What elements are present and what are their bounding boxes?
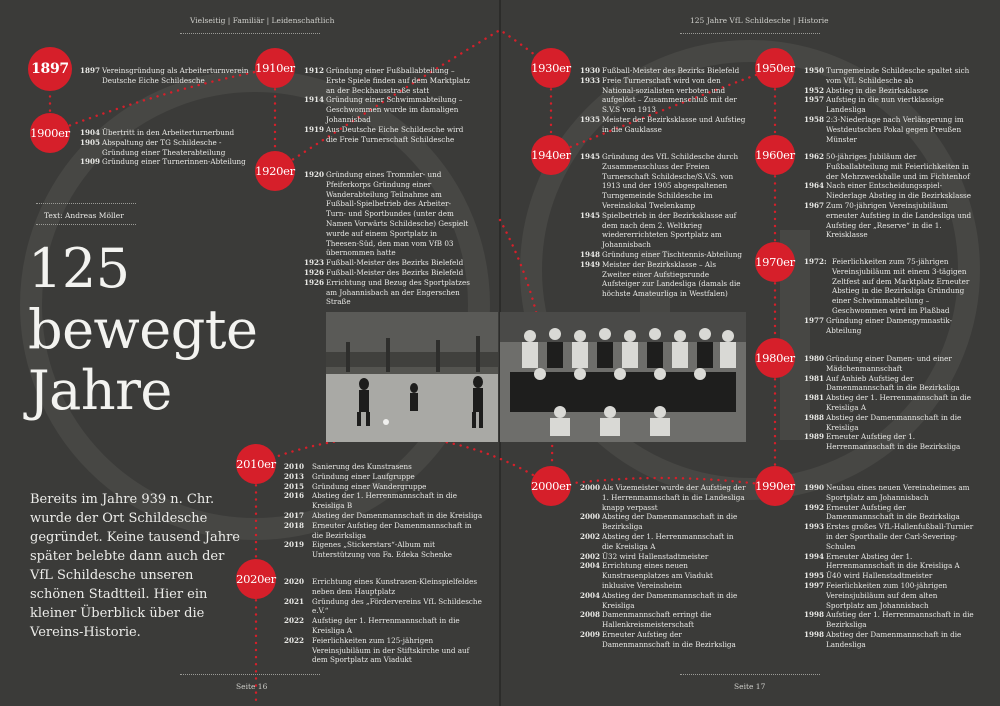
decade-marker-1910s: 1910er <box>255 48 295 88</box>
timeline-entry <box>580 532 746 552</box>
entry-year: 2004 <box>580 590 601 600</box>
timeline-block-1930s <box>580 66 746 135</box>
entry-year: 2004 <box>580 561 601 571</box>
entry-text: Aufstieg der 1. Herrenmannschaft in die Bezirksliga <box>826 610 974 630</box>
timeline-entry <box>580 552 746 562</box>
entry-text: 50-jähriges Jubiläum der Fußballabteilung mit Feierlichkeiten in der Mehrzweckhalle und im Fichtenhof <box>826 152 970 181</box>
entry-text: Spielbetrieb in der Bezirksklasse auf dem nach dem 2. Weltkrieg wiedererrichteten Sportplatz am Johannisbach <box>602 210 737 250</box>
entry-text: Abstieg der 1. Herrenmannschaft in die Kreisliga A <box>826 393 971 412</box>
entry-text: Abstieg in die Bezirksklasse <box>826 85 929 95</box>
timeline-entry <box>580 610 746 630</box>
title-line-3: Jahre <box>28 359 172 422</box>
entry-year: 2016 <box>284 491 305 501</box>
timeline-entry <box>304 170 470 258</box>
timeline-block-1990s <box>804 483 976 650</box>
title-line-1: 125 <box>28 237 130 300</box>
entry-text: Erneuter Abstieg der 1. Herrenmannschaft in die Kreisliga A <box>826 551 960 571</box>
timeline-entry <box>804 393 976 413</box>
entry-text: Gründung einer Turnerinnen-Abteilung <box>102 157 246 167</box>
entry-year: 1962 <box>804 152 825 161</box>
timeline-block-2020s <box>284 577 484 665</box>
timeline-block-1980s <box>804 354 976 452</box>
timeline-block-1950s <box>804 66 976 144</box>
entry-year: 1998 <box>804 610 825 620</box>
decade-marker-1920s: 1920er <box>255 151 295 191</box>
entry-year: 1912 <box>304 66 325 75</box>
timeline-entry <box>804 413 976 433</box>
entry-year: 1945 <box>580 210 601 220</box>
header-rule-left <box>180 33 320 34</box>
entry-text: Zum 70-jährigen Vereinsjubiläum erneuter Aufstieg in die Landesliga und Aufstieg der „Reserve“ in die 1. Kreisklasse <box>826 200 972 240</box>
entry-year: 1972: <box>804 257 827 266</box>
entry-year: 1952 <box>804 85 825 95</box>
entry-text: Errichtung eines neuen Kunstrasenplatzes am Viadukt inklusive Vereinsheim <box>602 561 713 590</box>
decade-marker-2020s: 2020er <box>236 559 276 599</box>
decade-marker-1940s: 1940er <box>531 135 571 175</box>
decade-marker-1980s: 1980er <box>755 338 795 378</box>
entry-text: Abstieg der Damenmannschaft in die Landesliga <box>826 629 962 649</box>
entry-text: Feierlichkeiten zum 125-jährigen Vereinsjubiläum in der Stiftskirche und auf dem Sportplatz am Viadukt <box>312 635 470 665</box>
timeline-entry <box>804 95 976 115</box>
entry-year: 1989 <box>804 432 825 442</box>
entry-year: 1933 <box>580 75 601 85</box>
timeline-block-1900s <box>80 128 250 167</box>
entry-year: 1914 <box>304 95 325 105</box>
timeline-entry <box>284 636 484 665</box>
timeline-entry <box>580 591 746 611</box>
decade-marker-1897: 1897 <box>28 47 72 91</box>
entry-text: Gründung einer Fußballabteilung – Erste Spiele finden auf dem Marktplatz an der Beckhausstraße statt <box>326 66 470 95</box>
timeline-entry <box>304 258 470 268</box>
entry-year: 1923 <box>304 258 325 268</box>
entry-text: Errichtung und Bezug des Sportplatzes am Johannisbach an der Engerschen Straße <box>326 277 470 307</box>
entry-text: Meister der Bezirksklasse – Als Zweiter einer Aufstiegsrunde Aufsteiger zur Landesliga (damals die höchste Amateurliga in Westfalen) <box>602 259 741 299</box>
timeline-entry <box>804 66 976 86</box>
entry-text: Ü32 wird Hallenstadtmeister <box>602 551 709 561</box>
entry-year: 1990 <box>804 483 825 492</box>
timeline-block-2010s <box>284 462 484 560</box>
entry-text: Fußball-Meister des Bezirks Bielefeld <box>602 66 740 75</box>
entry-year: 1935 <box>580 114 601 124</box>
timeline-entry <box>804 152 976 181</box>
title-line-2: bewegte <box>28 298 258 361</box>
timeline-entry <box>304 268 470 278</box>
entry-year: 1981 <box>804 393 825 403</box>
timeline-entry <box>804 630 976 650</box>
timeline-entry <box>580 561 746 590</box>
entry-text: Abstieg der 1. Herrenmannschaft in die Kreisliga A <box>602 531 734 551</box>
entry-year: 1926 <box>304 267 325 277</box>
timeline-entry <box>804 581 976 610</box>
entry-year: 1988 <box>804 412 825 422</box>
timeline-entry <box>580 260 746 299</box>
timeline-entry <box>304 278 470 307</box>
entry-text: 2:3-Niederlage nach Verlängerung im Westdeutschen Pokal gegen Preußen Münster <box>826 114 964 144</box>
entry-text: Abstieg der Damenmannschaft in die Bezirksliga <box>602 512 738 532</box>
timeline-entry <box>804 432 976 452</box>
timeline-entry <box>804 610 976 630</box>
entry-year: 1958 <box>804 114 825 124</box>
entry-text: Erneuter Aufstieg der Damenmannschaft in die Bezirksliga <box>602 629 736 649</box>
entry-year: 2008 <box>580 610 601 620</box>
entry-text: Aufstieg in die nun viertklassige Landesliga <box>826 95 944 115</box>
entry-year: 1992 <box>804 502 825 512</box>
timeline-entry <box>580 76 746 115</box>
entry-text: Fußball-Meister des Bezirks Bielefeld <box>326 258 464 268</box>
entry-year: 1948 <box>580 249 601 259</box>
entry-text: Gründung einer Damen- und einer Mädchenmannschaft <box>826 354 952 373</box>
timeline-entry <box>284 472 484 482</box>
entry-text: Damenmannschaft erringt die Hallenkreismeisterschaft <box>602 610 712 630</box>
timeline-entry <box>284 521 484 541</box>
timeline-entry <box>804 86 976 96</box>
timeline-entry <box>580 483 746 512</box>
page-title <box>28 238 308 421</box>
entry-text: Nach einer Entscheidungsspiel-Niederlage Abstieg in die Bezirksklasse <box>826 181 971 201</box>
entry-text: Meister der Bezirksklasse und Aufstieg in die Gauklasse <box>602 114 746 134</box>
entry-text: Auf Anhieb Aufstieg der Damenmannschaft in die Bezirksliga <box>826 373 960 393</box>
decade-marker-2000s: 2000er <box>531 466 571 506</box>
timeline-entry <box>304 125 470 145</box>
entry-text: Gründung einer Tischtennis-Abteilung <box>602 249 742 259</box>
entry-text: Abstieg der 1. Herrenmannschaft in die Kreisliga B <box>312 491 457 511</box>
entry-text: Abstieg der Damenmannschaft in die Kreisliga <box>602 590 738 610</box>
timeline-block-1897 <box>80 66 250 86</box>
entry-text: Eigenes „Stickerstars“-Album mit Unterstützung von Fa. Edeka Schenke <box>312 540 453 560</box>
entry-year: 2015 <box>284 481 305 491</box>
entry-year: 2000 <box>580 483 601 492</box>
page-number-right: Seite 17 <box>734 682 766 691</box>
decade-marker-2010s: 2010er <box>236 444 276 484</box>
timeline-entry <box>284 616 484 636</box>
entry-year: 2020 <box>284 577 305 586</box>
entry-text: Erstes großes VfL-Hallenfußball-Turnier in der Sporthalle der Carl-Severing-Schulen <box>826 522 974 551</box>
entry-text: Erneuter Aufstieg der Damenmannschaft in die Bezirksliga <box>826 502 960 522</box>
timeline-entry <box>580 211 746 250</box>
entry-year: 1994 <box>804 551 825 561</box>
entry-text: Vereinsgründung als Arbeiterturnverein Deutsche Eiche Schildesche <box>102 66 249 85</box>
header-rule-right <box>680 33 820 34</box>
timeline-entry <box>804 201 976 240</box>
entry-year: 1977 <box>804 315 825 325</box>
entry-year: 1904 <box>80 128 101 137</box>
timeline-entry <box>804 522 976 551</box>
author-rule <box>36 224 136 225</box>
entry-year: 1957 <box>804 95 825 105</box>
entry-year: 1919 <box>304 124 325 134</box>
timeline-entry <box>284 462 484 472</box>
entry-text: Erneuter Aufstieg der 1. Herrenmannschaft in die Bezirksliga <box>826 432 961 452</box>
author-credit: Text: Andreas Möller <box>44 211 124 220</box>
timeline-entry <box>804 257 976 316</box>
timeline-entry <box>80 138 250 158</box>
entry-year: 1981 <box>804 373 825 383</box>
entry-year: 1998 <box>804 629 825 639</box>
timeline-entry <box>804 115 976 144</box>
timeline-entry <box>804 354 976 374</box>
entry-text: Feierlichkeiten zum 100-jährigen Vereinsjubiläum auf dem alten Sportplatz am Johannisbach <box>826 580 948 610</box>
historic-photo-team <box>500 312 746 442</box>
timeline-entry <box>80 128 250 138</box>
timeline-entry <box>804 316 976 336</box>
entry-text: Gründung einer Schwimmabteilung – Geschwommen wurde im damaligen Johannisbad <box>326 95 463 124</box>
author-rule <box>36 203 136 204</box>
page-number-left: Seite 16 <box>236 682 268 691</box>
entry-year: 2018 <box>284 520 305 530</box>
timeline-block-1910s <box>304 66 470 144</box>
entry-text: Neubau eines neuen Vereinsheimes am Sportplatz am Johannisbach <box>826 483 970 502</box>
footer-rule-left <box>180 674 320 675</box>
entry-year: 2009 <box>580 629 601 639</box>
entry-text: Errichtung eines Kunstrasen-Kleinspielfeldes neben dem Hauptplatz <box>312 577 478 596</box>
entry-year: 1920 <box>304 170 325 179</box>
entry-year: 2002 <box>580 551 601 561</box>
timeline-entry <box>804 483 976 503</box>
timeline-entry <box>804 571 976 581</box>
entry-year: 1997 <box>804 580 825 590</box>
entry-year: 1993 <box>804 522 825 532</box>
decade-marker-1960s: 1960er <box>755 135 795 175</box>
entry-year: 1909 <box>80 157 101 167</box>
entry-text: Gründung des „Fördervereins VfL Schildesche e.V.“ <box>312 596 482 616</box>
decade-marker-1950s: 1950er <box>755 48 795 88</box>
entry-year: 1930 <box>580 66 601 75</box>
entry-year: 2013 <box>284 471 305 481</box>
timeline-entry <box>580 152 746 211</box>
entry-year: 2021 <box>284 596 305 606</box>
entry-text: Gründung des VfL Schildesche durch Zusammenschluss der Freien Turnerschaft Schildesche/S.V.S. von 1913 und der 1905 abgespaltenen Turngemeinde Schildesche im Vereinslokal Twelenkamp <box>602 152 739 210</box>
timeline-block-1960s <box>804 152 976 240</box>
entry-year: 1967 <box>804 200 825 210</box>
entry-text: Fußball-Meister des Bezirks Bielefeld <box>326 267 464 277</box>
timeline-entry <box>284 577 484 597</box>
entry-year: 2002 <box>580 531 601 541</box>
timeline-block-1940s <box>580 152 746 299</box>
entry-year: 2017 <box>284 510 305 520</box>
entry-year: 2000 <box>580 512 601 522</box>
entry-year: 1995 <box>804 571 825 581</box>
timeline-entry <box>304 66 470 95</box>
historic-photo-match <box>326 312 498 442</box>
entry-year: 1945 <box>580 152 601 161</box>
decade-marker-1990s: 1990er <box>755 466 795 506</box>
entry-text: Erneuter Aufstieg der Damenmannschaft in die Bezirksliga <box>312 520 472 540</box>
entry-text: Gründung einer Wandergruppe <box>312 481 427 491</box>
timeline-block-2000s <box>580 483 746 650</box>
entry-text: Übertritt in den Arbeiterturnerbund <box>102 128 235 137</box>
footer-rule-right <box>680 674 820 675</box>
entry-text: Abstieg der Damenmannschaft in die Kreisliga <box>312 510 483 520</box>
entry-year: 2022 <box>284 635 305 645</box>
timeline-entry <box>284 597 484 617</box>
timeline-entry <box>804 374 976 394</box>
entry-text: Freie Turnerschaft wird von den National-sozialisten verboten und aufgelöst – Zusammenschluß mit der S.V.S von 1913 <box>602 75 737 115</box>
timeline-entry <box>804 503 976 523</box>
decade-marker-1970s: 1970er <box>755 242 795 282</box>
intro-text: Bereits im Jahre 939 n. Chr. wurde der Ort Schildesche gegründet. Keine tausend Jahre später belebte dann auch der VfL Schildesche unseren schönen Stadtteil. Hier ein kleiner Überblick über die Vereins-Historie. <box>30 492 240 640</box>
timeline-block-1970s <box>804 257 976 335</box>
timeline-entry <box>284 482 484 492</box>
entry-year: 1897 <box>80 66 101 75</box>
entry-year: 2010 <box>284 462 305 471</box>
entry-text: Sanierung des Kunstrasens <box>312 462 412 471</box>
entry-year: 1905 <box>80 137 101 147</box>
entry-text: Als Vizemeister wurde der Aufstieg der 1. Herrenmannschaft in die Landesliga knapp verpasst <box>602 483 746 512</box>
timeline-entry <box>304 95 470 124</box>
entry-text: Turngemeinde Schildesche spaltet sich vom VfL Schildesche ab <box>826 66 970 85</box>
entry-year: 1950 <box>804 66 825 75</box>
entry-text: Aus Deutsche Eiche Schildesche wird die Freie Turnerschaft Schildesche <box>326 124 464 144</box>
entry-text: Abspaltung der TG Schildesche - Gründung einer Theaterabteilung <box>102 137 226 157</box>
entry-year: 2022 <box>284 616 305 626</box>
entry-year: 1926 <box>304 277 325 287</box>
entry-text: Gründung eines Trommler- und Pfeiferkorps Gründung einer Wanderabteilung Teilnahme am Fußball-Spielbetrieb des Arbeiter-Turn- und Sportbundes (unter dem Namen Vorwärts Schildesche) Gespielt wurde auf einem Sportplatz in Theesen-Süd, den man vom VfB 03 übernommen hatte <box>326 170 469 258</box>
timeline-block-1920s <box>304 170 470 307</box>
timeline-entry <box>804 552 976 572</box>
header-right: 125 Jahre VfL Schildesche | Historie <box>690 16 829 25</box>
entry-text: Feierlichkeiten zum 75-jährigen Vereinsjubiläum mit einem 3-tägigen Zeltfest auf dem Marktplatz Erneuter Abstieg in die Bezirksliga Gründung einer Schwimmabteilung – Geschwommen wird im Plaßbad <box>832 257 970 315</box>
entry-text: Ü40 wird Hallenstadtmeister <box>826 571 933 581</box>
timeline-entry <box>580 66 746 76</box>
timeline-entry <box>580 250 746 260</box>
timeline-entry <box>580 512 746 532</box>
header-left: Vielseitig | Familiär | Leidenschaftlich <box>190 16 335 25</box>
timeline-entry <box>284 491 484 511</box>
entry-year: 2019 <box>284 540 305 550</box>
timeline-entry <box>580 115 746 135</box>
timeline-entry <box>80 157 250 167</box>
timeline-entry <box>580 630 746 650</box>
entry-year: 1949 <box>580 259 601 269</box>
timeline-entry <box>804 181 976 201</box>
entry-text: Gründung einer Damengymnastik-Abteilung <box>826 315 953 335</box>
entry-text: Aufstieg der 1. Herrenmannschaft in die Kreisliga A <box>312 616 460 635</box>
entry-text: Gründung einer Laufgruppe <box>312 471 415 481</box>
timeline-entry <box>80 66 250 86</box>
entry-text: Abstieg der Damenmannschaft in die Kreisliga <box>826 412 962 432</box>
timeline-entry <box>284 540 484 560</box>
decade-marker-1900s: 1900er <box>30 113 70 153</box>
decade-marker-1930s: 1930er <box>531 48 571 88</box>
entry-year: 1964 <box>804 181 825 191</box>
entry-year: 1980 <box>804 354 825 363</box>
timeline-entry <box>284 511 484 521</box>
